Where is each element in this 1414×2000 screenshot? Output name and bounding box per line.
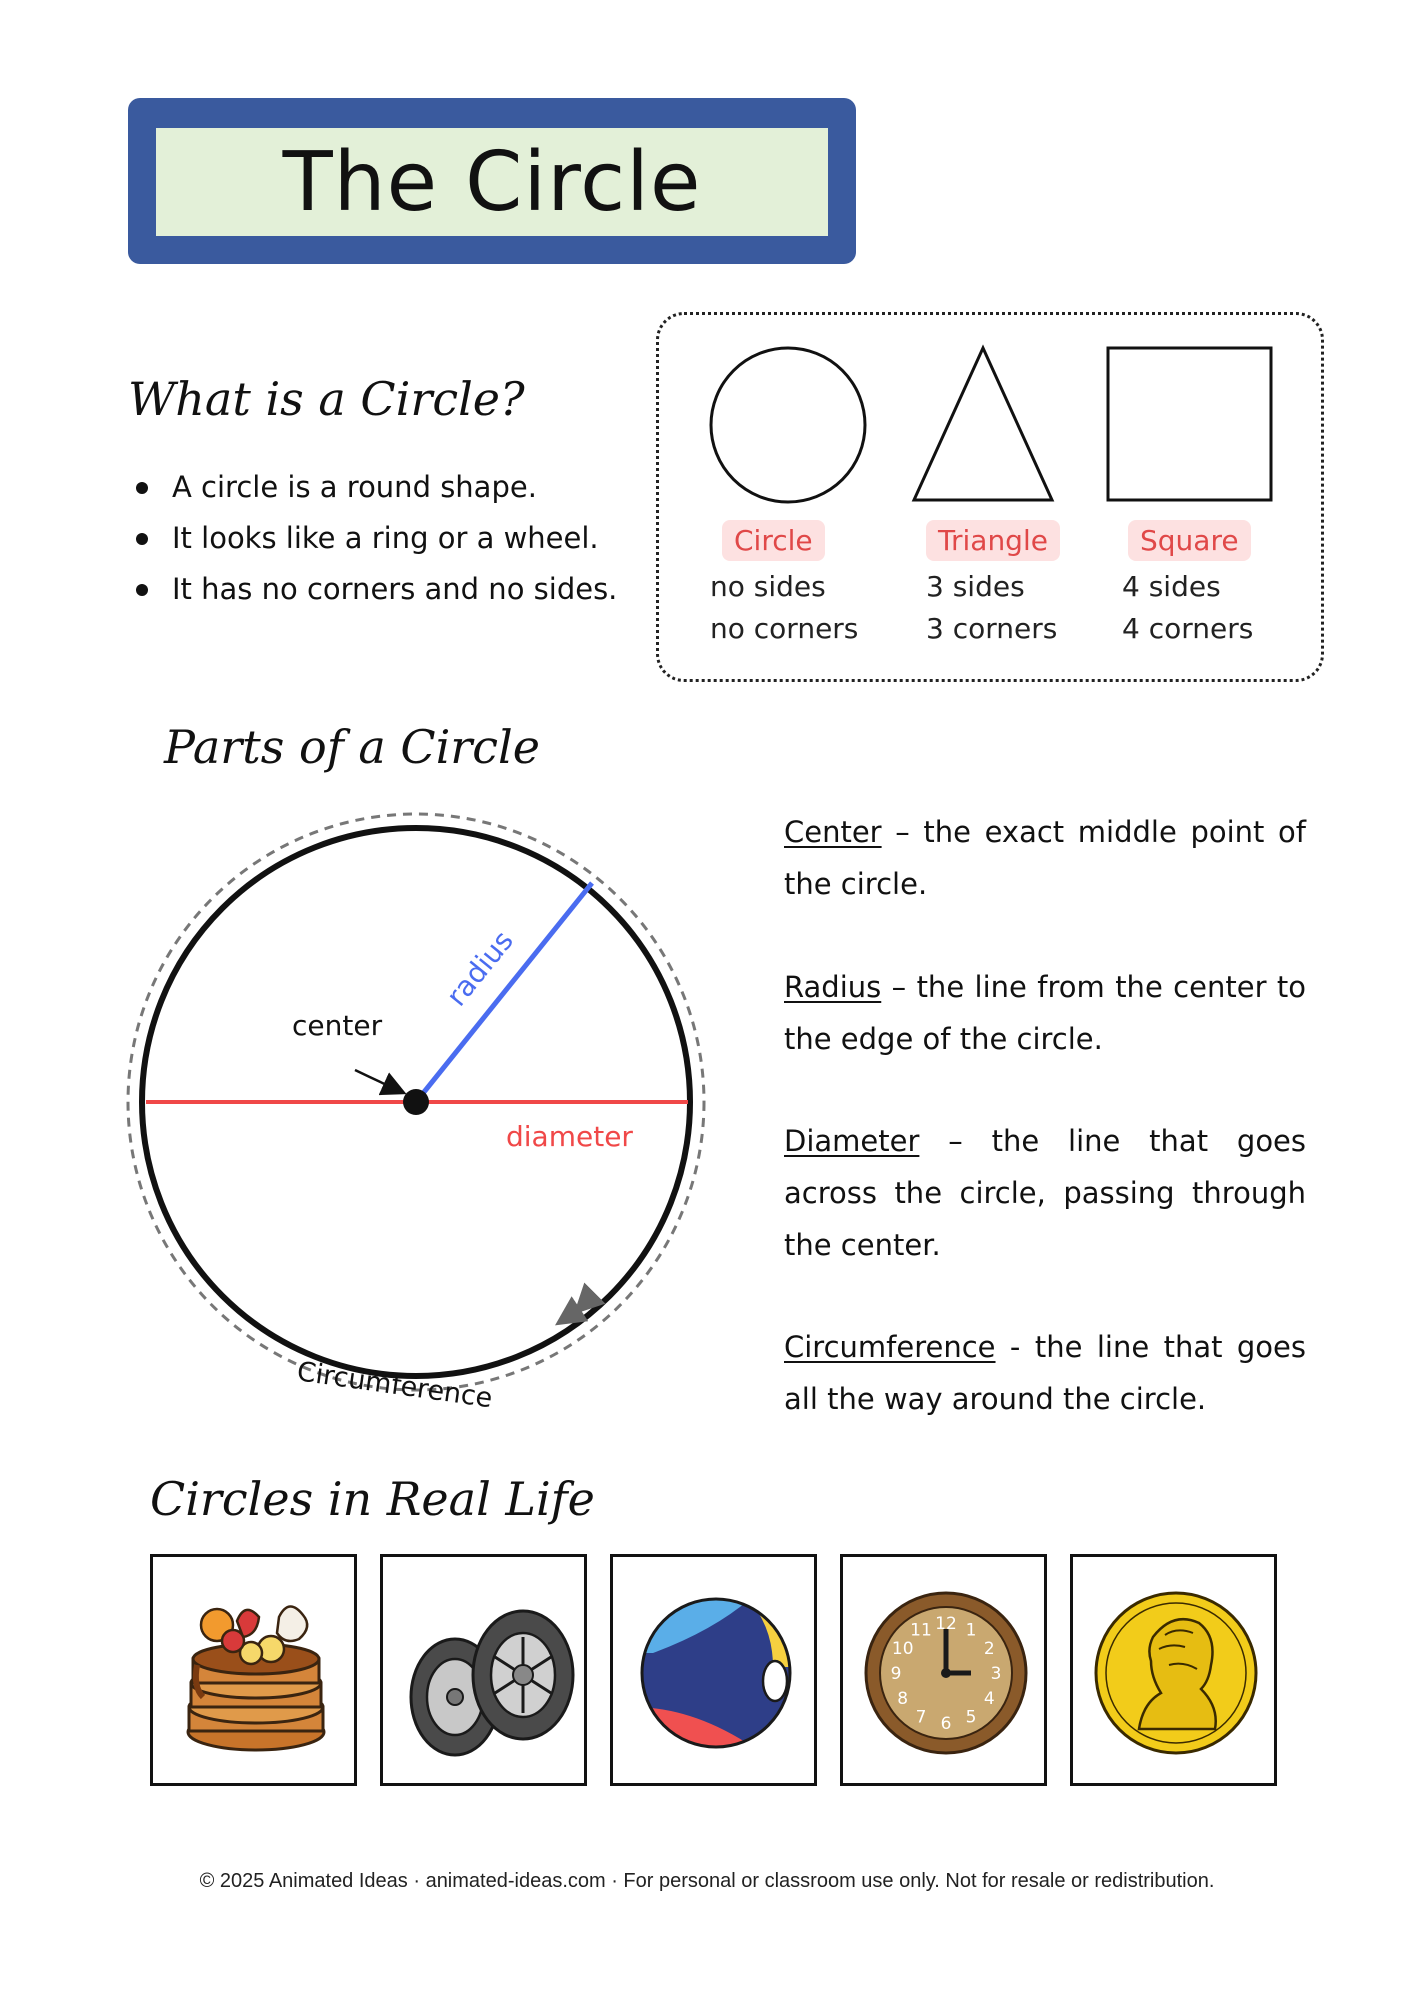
definition-circumference [784,1321,1306,1425]
clock-number: 2 [983,1639,995,1659]
clock-number: 12 [935,1614,957,1634]
clock-number: 4 [983,1689,995,1709]
center-label: center [292,1009,383,1042]
definition-separator: - [995,1330,1035,1364]
definition-center [784,806,1306,910]
circumference-arrow [578,1300,588,1310]
clock-number: 8 [897,1689,909,1709]
parts-heading: Parts of a Circle [164,720,540,774]
definition-separator: – [881,815,924,849]
tires-icon [383,1557,590,1789]
page-title: The Circle [282,134,702,230]
beach-ball-icon [613,1557,820,1789]
definition-radius [784,961,1306,1065]
shape-triangle-label-wrap [926,522,1060,560]
shape-square-corners: 4 corners [1122,612,1254,645]
definition-text: the exact middle point of the circle. [784,815,1306,901]
definition-term: Radius [784,970,882,1004]
real-life-item-coin [1070,1554,1277,1786]
definition-text: the line that goes across the circle, passing through the center. [784,1124,1307,1262]
clock-number: 9 [890,1664,902,1684]
shape-circle-sides: no sides [710,570,826,603]
bullet-item: It looks like a ring or a wheel. [132,513,652,564]
pancakes-icon [153,1557,360,1789]
definition-text: the line from the center to the edge of the circle. [784,970,1307,1056]
clock-number: 5 [965,1707,977,1728]
shape-square-label-wrap [1128,522,1251,560]
footer-copyright: © 2025 Animated Ideas · animated-ideas.com · For personal or classroom use only. Not for resale or redistribution. [199,1870,1215,1892]
circle-shape-icon [711,348,865,502]
shape-circle-label-wrap [722,522,825,560]
clock-number: 1 [965,1620,977,1641]
square-shape-icon [1108,348,1271,500]
center-point [403,1089,429,1115]
shape-square-label: Square [1128,520,1251,561]
what-is-heading: What is a Circle? [128,372,525,426]
clock-icon [843,1557,1050,1789]
real-life-item-clock [840,1554,1047,1786]
triangle-shape-icon [914,348,1052,500]
circumference-label: Circumference [295,1356,495,1415]
shape-square-info [1122,566,1253,650]
clock-number: 7 [915,1707,927,1728]
shape-circle-label: Circle [722,520,825,561]
what-is-bullets [132,462,652,615]
shape-square-sides: 4 sides [1122,570,1221,603]
clock-number: 10 [891,1639,914,1659]
circumference-arrow-2 [560,1314,572,1322]
definition-term: Center [784,815,882,849]
definition-text: the line that goes all the way around the circle. [784,1330,1307,1416]
shape-triangle-label: Triangle [926,520,1060,561]
shape-triangle-info [926,566,1057,650]
definition-separator: – [881,970,917,1004]
definition-separator: – [919,1124,992,1158]
circle-parts-diagram [110,800,730,1430]
shape-triangle-corners: 3 corners [926,612,1058,645]
coin-icon [1073,1557,1280,1789]
clock-number: 6 [940,1714,952,1734]
definition-term: Circumference [784,1330,996,1364]
bullet-item: A circle is a round shape. [132,462,652,513]
real-life-item-beach-ball [610,1554,817,1786]
shape-circle-info [710,566,858,650]
real-life-heading: Circles in Real Life [150,1472,595,1526]
definition-diameter [784,1115,1306,1271]
shape-triangle-sides: 3 sides [926,570,1025,603]
bullet-item: It has no corners and no sides. [132,564,652,615]
shape-circle-corners: no corners [710,612,859,645]
real-life-item-tires [380,1554,587,1786]
clock-number: 11 [910,1620,932,1641]
diameter-label: diameter [506,1120,633,1153]
radius-label: radius [439,924,520,1013]
clock-number: 3 [990,1664,1002,1684]
center-arrow [355,1070,402,1092]
definition-term: Diameter [784,1124,920,1158]
real-life-item-pancakes [150,1554,357,1786]
